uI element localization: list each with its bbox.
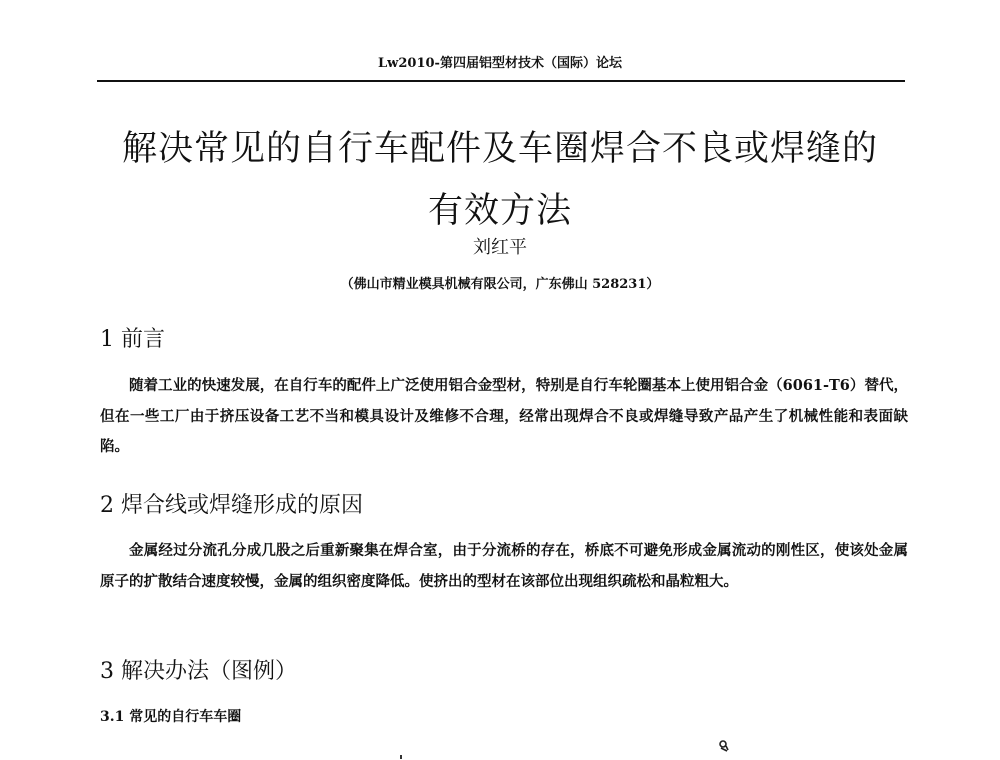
- affiliation: （佛山市精业模具机械有限公司，广东佛山 528231）: [340, 277, 660, 292]
- paper-title: [60, 118, 940, 242]
- scan-speck: [400, 755, 402, 759]
- section-body-2: 金属经过分流孔分成几股之后重新聚集在焊合室，由于分流桥的存在，桥底不可避免形成金属流动的刚性区，使该处金属原子的扩散结合速度较慢，金属的组织密度降低。使挤出的型材在该部位出现组织疏松和晶粒粗大。: [100, 542, 908, 590]
- header-rule: [97, 80, 905, 82]
- title-line-2: 有效方法: [427, 191, 572, 232]
- subsection-heading: 3.1 常见的自行车车圈: [100, 709, 242, 725]
- running-header: Lw2010-第四届铝型材技术（国际）论坛: [378, 56, 622, 71]
- scan-mark-icon: [718, 740, 730, 752]
- section-heading-2: 2 焊合线或焊缝形成的原因: [100, 493, 363, 518]
- section-heading-1: 1 前言: [100, 327, 165, 352]
- section-heading-3: 3 解决办法（图例）: [100, 659, 297, 684]
- title-line-1: 解决常见的自行车配件及车圈焊合不良或焊缝的: [121, 129, 878, 170]
- section-body-1: 随着工业的快速发展，在自行车的配件上广泛使用铝合金型材，特别是自行车轮圈基本上使用铝合金（6061-T6）替代，但在一些工厂由于挤压设备工艺不当和模具设计及维修不合理，经常出现焊合不良或焊缝导致产品产生了机械性能和表面缺陷。: [100, 377, 908, 455]
- author-name: 刘红平: [473, 237, 527, 258]
